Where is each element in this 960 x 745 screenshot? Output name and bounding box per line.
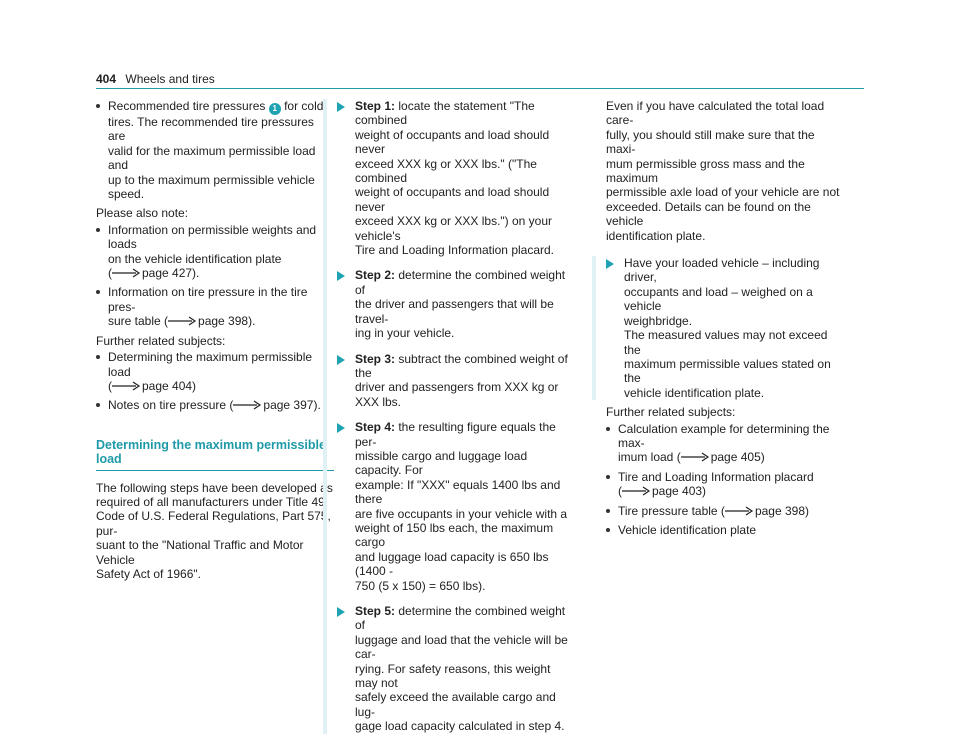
page-reference-link[interactable]: page 403) — [652, 484, 707, 499]
step-label: Step 3: — [355, 351, 396, 366]
step-text: determine the combined weight of luggage and load that the vehicle will be car- rying. For safety reasons, this weight may not safely exceed the available cargo and lug- gage load capacity calculated in step 4. — [355, 604, 568, 734]
step-item — [337, 420, 575, 593]
step-arrow-icon — [337, 102, 345, 112]
further-subjects-label: Further related subjects: — [96, 333, 226, 348]
related-max-load — [96, 350, 334, 393]
page-number: 404 — [96, 72, 117, 86]
section-title: Wheels and tires — [125, 72, 215, 86]
step-label: Step 2: — [355, 268, 396, 283]
step-text: locate the statement "The combined weight of occupants and load should never exceed XXX kg or XXX lbs." ("The combined weight of occupants and load should never exceed XXX kg or XXX lbs.") on your vehicle's Tire and Loading Information placard. — [355, 99, 555, 258]
page-reference-link[interactable]: page 398). — [198, 314, 256, 329]
page-reference-link[interactable]: page 427). — [142, 266, 200, 281]
bullet-text: Information on tire pressure in the tire pres- sure table ( — [108, 285, 308, 329]
step-arrow-icon — [337, 355, 345, 365]
intro-paragraph: Even if you have calculated the total load care- fully, you should still make sure that the maxi- mum permissible gross mass and the maximum permissible axle load of your vehicle are not exceeded. Details can be found on the vehicle identification plate. — [606, 99, 840, 243]
step-text: Have your loaded vehicle – including driver, occupants and load – weighed on a vehicle weighbridge. The measured values may not exceed the maximum permissible values stated on the vehicle identification plate. — [624, 256, 831, 400]
step-text: determine the combined weight of the driver and passengers that will be travel- ing in your vehicle. — [355, 268, 566, 341]
section-heading: Determining the maximum permissible load — [96, 438, 334, 471]
note-intro: Please also note: — [96, 206, 189, 221]
column-left — [96, 99, 334, 583]
column-middle — [337, 99, 575, 745]
bullet-tire-pressure-info — [96, 285, 334, 328]
page-reference-arrow-icon — [168, 316, 198, 326]
header-rule — [96, 88, 864, 89]
step-text: the resulting figure equals the per- missible cargo and luggage load capacity. For example: If "XXX" equals 1400 lbs and there are five occupants in your vehicle with a weight of 150 lbs each, the maximum cargo and luggage load capacity is 650 lbs (1400 - 750 (5 x 150) = 650 lbs). — [355, 420, 568, 593]
step-item — [337, 352, 575, 410]
step-list — [592, 256, 844, 400]
step-item — [337, 99, 575, 257]
callout-number-icon: 1 — [269, 103, 281, 115]
bullet-text: Recommended tire pressures — [108, 99, 269, 113]
step-label: Step 1: — [355, 99, 396, 113]
page-reference-link[interactable]: page 398) — [754, 503, 809, 518]
bullet-recommended-pressures — [96, 99, 334, 201]
bullet-text: Determining the maximum permissible load ( — [108, 350, 313, 393]
bullet-text: for cold tires. The recommended tire pressures are valid for the maximum permissible load and up to the maximum permissible vehicle speed. — [108, 99, 324, 202]
bullet-text: Vehicle identification plate — [618, 522, 757, 537]
bullet-text: Tire and Loading Information placard ( — [618, 469, 814, 499]
page-header — [96, 72, 215, 86]
step-label: Step 4: — [355, 420, 396, 435]
step-list — [323, 99, 575, 734]
page-reference-arrow-icon — [112, 381, 142, 391]
step-arrow-icon — [606, 259, 614, 269]
step-text: subtract the combined weight of the driver and passengers from XXX kg or XXX lbs. — [355, 351, 568, 409]
bullet-permissible-weights — [96, 223, 334, 281]
step-item — [337, 604, 575, 734]
page-reference-arrow-icon — [112, 268, 142, 278]
page-reference-arrow-icon — [725, 506, 755, 516]
column-right — [606, 99, 844, 542]
step-arrow-icon — [337, 607, 345, 617]
related-pressure-table — [606, 504, 844, 518]
page-reference-link[interactable]: page 397). — [263, 398, 321, 413]
page-reference-arrow-icon — [681, 452, 711, 462]
step-arrow-icon — [337, 271, 345, 281]
page-reference-link[interactable]: page 404) — [142, 378, 197, 393]
bullet-text: Calculation example for determining the max- imum load ( — [618, 421, 830, 465]
bullet-text: Information on permissible weights and loads on the vehicle identification plate ( — [108, 222, 317, 281]
related-tire-pressure-notes — [96, 398, 334, 412]
step-item — [337, 268, 575, 340]
related-calculation-example — [606, 422, 844, 465]
related-loading-placard — [606, 470, 844, 499]
step-item — [606, 256, 844, 400]
page-reference-arrow-icon — [622, 486, 652, 496]
further-subjects-label: Further related subjects: — [606, 405, 736, 420]
page-reference-link[interactable]: page 405) — [710, 450, 765, 465]
bullet-text: Notes on tire pressure ( — [108, 398, 234, 413]
related-identification-plate — [606, 523, 844, 537]
section-body: The following steps have been developed as required of all manufacturers under Title 49, Code of U.S. Federal Regulations, Part 575, pur- suant to the "National Traffic and Motor Vehicle Safety Act of 1966". — [96, 480, 333, 581]
page-reference-arrow-icon — [233, 400, 263, 410]
step-label: Step 5: — [355, 604, 396, 618]
step-arrow-icon — [337, 423, 345, 433]
bullet-text: Tire pressure table ( — [618, 503, 725, 518]
